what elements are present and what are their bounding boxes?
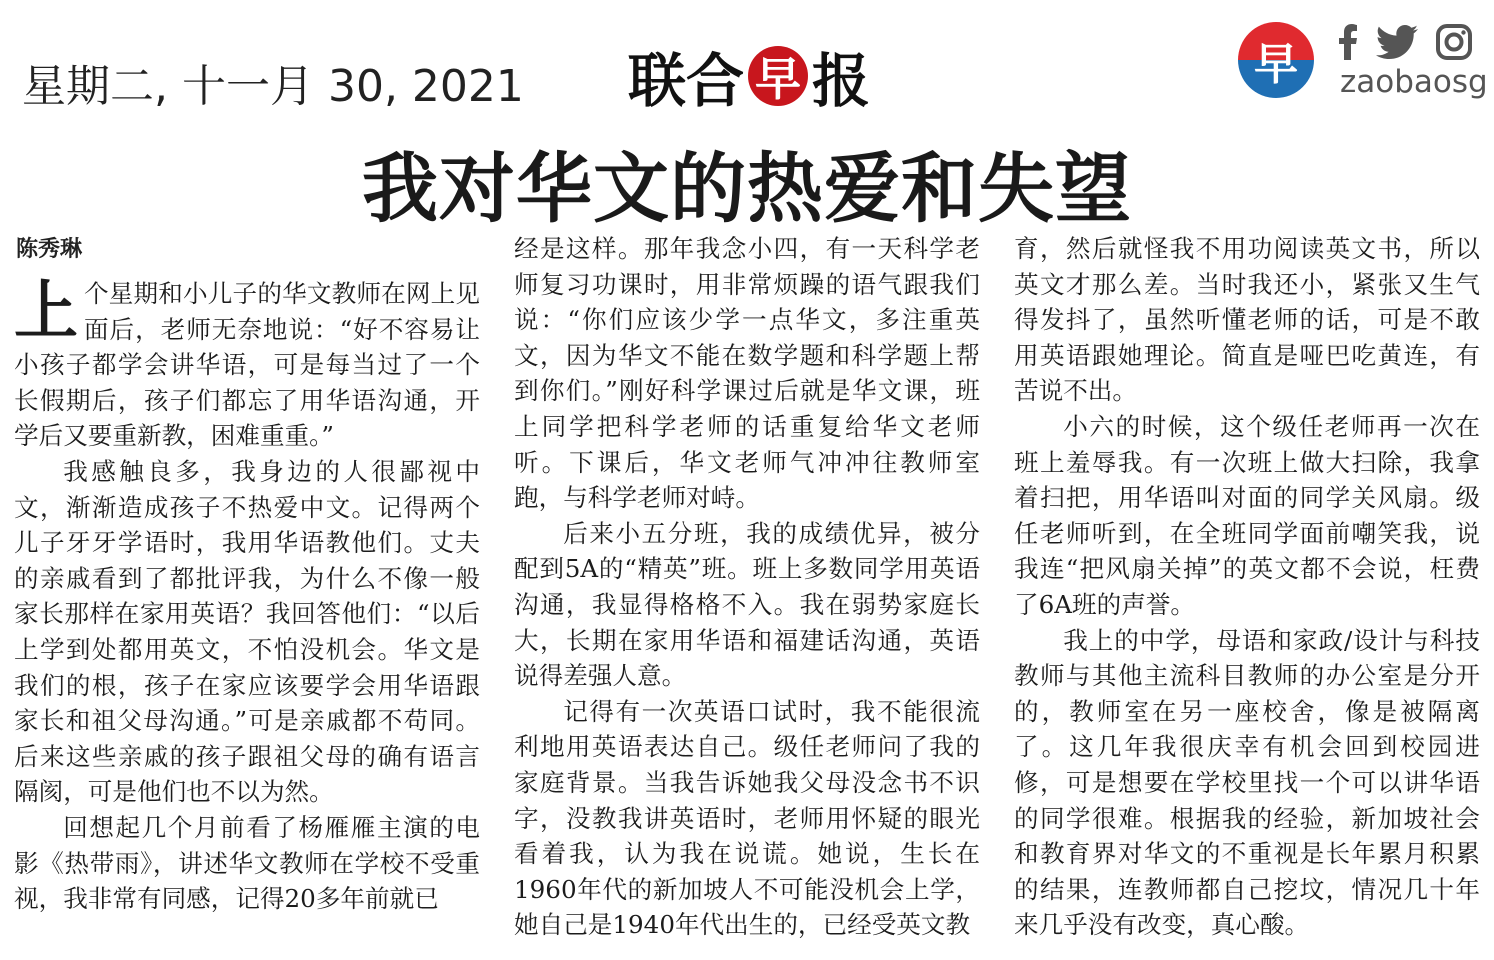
zaobao-logo xyxy=(1238,22,1314,98)
publication-date: 星期二, 十一月 30, 2021 xyxy=(22,61,524,112)
drop-cap: 上 xyxy=(14,275,78,349)
masthead-text-right: 报 xyxy=(812,47,871,115)
masthead-emblem: 早 xyxy=(748,46,808,106)
twitter-icon[interactable] xyxy=(1376,25,1418,59)
article-column-3 xyxy=(1014,231,1480,943)
article-paragraph: 后来小五分班，我的成绩优异，被分配到5A的“精英”班。班上多数同学用英语沟通，我显得格格不入。我在弱势家庭长大，长期在家用华语和福建话沟通，英语说得差强人意。 xyxy=(514,518,980,691)
article-column-1 xyxy=(14,276,480,917)
article-paragraph: 回想起几个月前看了杨雁雁主演的电影《热带雨》，讲述华文教师在学校不受重视，我非常有同感，记得20多年前就已 xyxy=(14,812,480,914)
article-paragraph: 经是这样。那年我念小四，有一天科学老师复习功课时，用非常烦躁的语气跟我们说：“你们应该少学一点华文，多注重英文，因为华文不能在数学题和科学题上帮到你们。”刚好科学课过后就是华文课，班上同学把科学老师的话重复给华文老师听。下课后，华文老师气冲冲往教师室跑，与科学老师对峙。 xyxy=(514,234,980,513)
article-paragraph: 小六的时候，这个级任老师再一次在班上羞辱我。有一次班上做大扫除，我拿着扫把，用华语叫对面的同学关风扇。级任老师听到，在全班同学面前嘲笑我，说我连“把风扇关掉”的英文都不会说，枉费了6A班的声誉。 xyxy=(1014,411,1480,619)
instagram-icon[interactable] xyxy=(1436,24,1472,60)
newspaper-masthead xyxy=(628,34,870,118)
article-paragraph: 我上的中学，母语和家政/设计与科技教师与其他主流科目教师的办公室是分开的，教师室在另一座校舍，像是被隔离了。这几年我很庆幸有机会回到校园进修，可是想要在学校里找一个可以讲华语的同学很难。根据我的经验，新加坡社会和教育界对华文的不重视是长年累月积累的结果，连教师都自己挖坟，情况几十年来几乎没有改变，真心酸。 xyxy=(1014,625,1480,940)
article-paragraph: 记得有一次英语口试时，我不能很流利地用英语表达自己。级任老师问了我的家庭背景。当我告诉她我父母没念书不识字，没教我讲英语时，老师用怀疑的眼光看着我，认为我在说谎。她说，生长在1960年代的新加坡人不可能没机会上学，她自己是1940年代出生的，已经受英文教 xyxy=(514,696,980,940)
article-paragraph: 育，然后就怪我不用功阅读英文书，所以英文才那么差。当时我还小，紧张又生气得发抖了，虽然听懂老师的话，可是不敢用英语跟她理论。简直是哑巴吃黄连，有苦说不出。 xyxy=(1014,234,1480,406)
social-icons xyxy=(1338,24,1472,60)
article-headline: 我对华文的热爱和失望 xyxy=(362,144,1132,233)
masthead-text-left: 联合 xyxy=(628,47,745,115)
article-author: 陈秀琳 xyxy=(16,237,83,262)
article-paragraph: 我感触良多，我身边的人很鄙视中文，渐渐造成孩子不热爱中文。记得两个儿子牙牙学语时，我用华语教他们。丈夫的亲戚看到了都批评我，为什么不像一般家长那样在家用英语？我回答他们：“以后上学到处都用英文，不怕没机会。华文是我们的根，孩子在家应该要学会用华语跟家长和祖父母沟通。”可是亲戚都不苟同。后来这些亲戚的孩子跟祖父母的确有语言隔阂，可是他们也不以为然。 xyxy=(14,456,480,807)
article-column-2 xyxy=(514,231,980,943)
social-handle: zaobaosg xyxy=(1340,64,1488,100)
article-paragraph xyxy=(14,276,480,454)
facebook-icon[interactable] xyxy=(1338,24,1358,60)
logo-char: 早 xyxy=(1254,39,1298,90)
paragraph-text: 个星期和小儿子的华文教师在网上见面后，老师无奈地说：“好不容易让小孩子都学会讲华语，可是每当过了一个长假期后，孩子们都忘了用华语沟通，开学后又要重新教，困难重重。” xyxy=(14,279,480,451)
